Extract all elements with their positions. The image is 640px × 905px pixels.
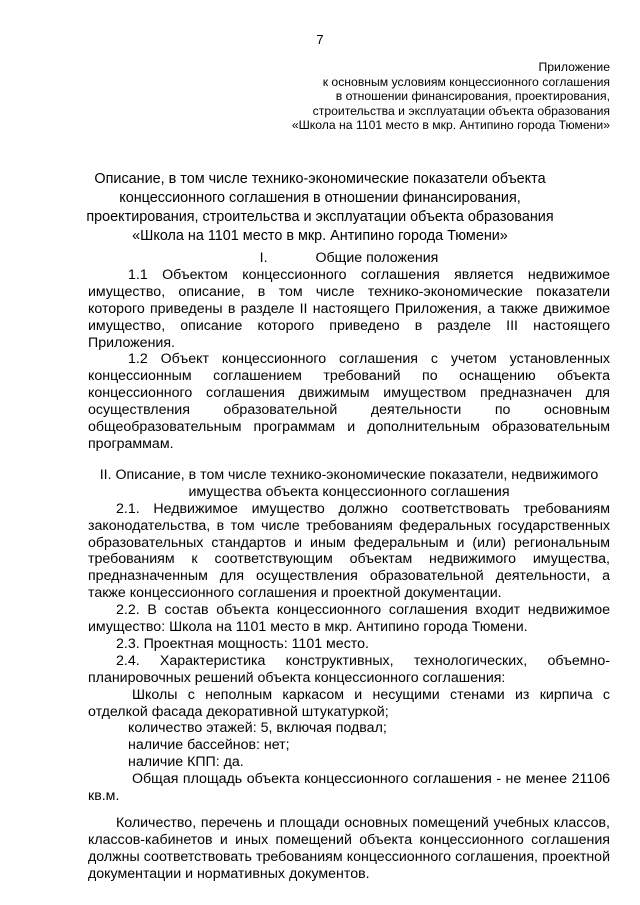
list-item-floors: количество этажей: 5, включая подвал; — [128, 720, 387, 737]
section-1-title: Общие положения — [315, 250, 439, 266]
list-item-pools: наличие бассейнов: нет; — [128, 737, 290, 754]
title-line: концессионного соглашения в отношении финансирования, — [119, 190, 521, 206]
document-body — [88, 250, 610, 883]
paragraph-1-1: 1.1 Объектом концессионного соглашения является недвижимое имущество, описание, в том числе технико-экономические показатели которого приведены в разделе II настоящего Приложения, а также движимое имущество, описание которого приведено в разделе III настоящего Приложения. — [88, 266, 610, 351]
paragraph-gap — [88, 805, 610, 815]
appendix-line: строительства и эксплуатации объекта образования — [312, 103, 610, 118]
title-line: Описание, в том числе технико-экономические показатели объекта — [94, 171, 546, 187]
paragraph-premises: Количество, перечень и площади основных помещений учебных классов, классов-кабинетов и иных помещений объекта концессионного соглашения должны соответствовать требованиям концессионного соглашения, проектной документации и нормативных документов. — [88, 815, 610, 882]
paragraph-1-2: 1.2 Объект концессионного соглашения с учетом установленных концессионным соглашением требований по оснащению объекта концессионного соглашения движимым имуществом предназначен для осуществления образовательной деятельности по основным общеобразовательным программам и дополнительным образовательным программам. — [88, 351, 610, 452]
document-title — [40, 170, 600, 246]
paragraph-total-area: Общая площадь объекта концессионного соглашения - не менее 21106 кв.м. — [88, 771, 610, 805]
section-2-heading-line-2: имущества объекта концессионного соглашения — [188, 483, 510, 500]
appendix-line: Приложение — [538, 60, 610, 74]
section-2-heading-line-1: II. Описание, в том числе технико-экономические показатели, недвижимого — [99, 466, 599, 483]
section-1-number: I. — [259, 250, 268, 266]
paragraph-2-4-walls: Школы с неполным каркасом и несущими стенами из кирпича с отделкой фасада декоративной штукатуркой; — [88, 686, 610, 720]
appendix-line: «Школа на 1101 место в мкр. Антипино города Тюмени» — [291, 118, 610, 133]
page-number: 7 — [316, 32, 324, 47]
appendix-line: в отношении финансирования, проектирования, — [335, 89, 610, 104]
paragraph-2-2: 2.2. В состав объекта концессионного соглашения входит недвижимое имущество: Школа на 1101 место в мкр. Антипино города Тюмени. — [88, 602, 610, 636]
list-item-checkpoint: наличие КПП: да. — [128, 754, 244, 771]
section-1-heading — [88, 250, 610, 267]
paragraph-2-4: 2.4. Характеристика конструктивных, технологических, объемно-планировочных решений объекта концессионного соглашения: — [88, 652, 610, 686]
title-line: «Школа на 1101 место в мкр. Антипино города Тюмени» — [132, 228, 508, 244]
paragraph-2-1: 2.1. Недвижимое имущество должно соответствовать требованиям законодательства, в том числе требованиям федеральных государственных образовательных стандартов и иным федеральным и (или) региональным требованиям к соответствующим объектам недвижимого имущества, предназначенным для осуществления образовательной деятельности, а также концессионного соглашения и проектной документации. — [88, 500, 610, 602]
appendix-line: к основным условиям концессионного соглашения — [322, 74, 610, 89]
paragraph-2-3: 2.3. Проектная мощность: 1101 место. — [116, 635, 369, 652]
appendix-header — [210, 60, 610, 133]
section-gap — [88, 453, 610, 467]
title-line: проектирования, строительства и эксплуатации объекта образования — [86, 209, 554, 225]
